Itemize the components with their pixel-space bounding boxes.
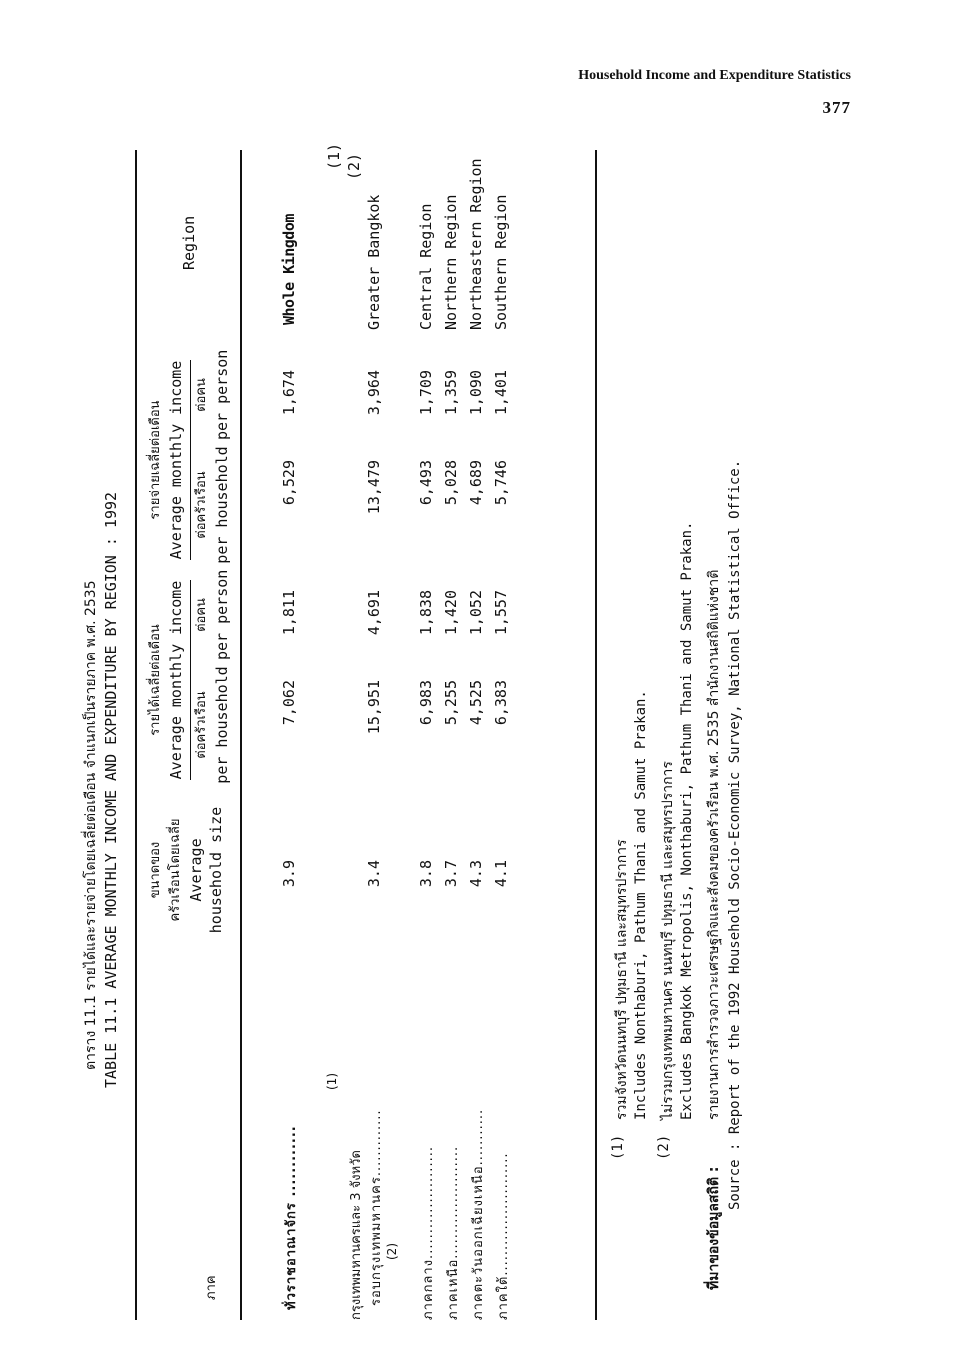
header-expenditure-per-household: ต่อครัวเรือน per household [194,446,231,564]
table-row-sublabel-thai: รอบกรุงเทพมหานคร............. [369,1109,384,1306]
row-size: 3.7 [442,860,460,888]
table-row-label-english: Whole Kingdom [280,214,298,325]
row-expenditure-household: 4,689 [467,460,485,506]
row-expenditure-person: 1,090 [467,370,485,416]
source-english: Source : Report of the 1992 Household Socio-Economic Survey, National Statistical Office. [727,459,743,1210]
footnote-marker: (2) [656,1134,672,1160]
table-title-thai: ตาราง 11.1 รายได้และรายจ่ายโดยเฉลี่ยต่อเดือน จำแนกเป็นรายภาค พ.ศ. 2535 [83,580,99,1070]
rotated-table [80,142,780,1320]
row-expenditure-household: 5,746 [492,460,510,506]
table-row-label-thai: กรุงเทพมหานครและ 3 จังหวัด [349,1150,364,1320]
footnote-ref: (1) [325,1073,339,1090]
row-expenditure-household: 5,028 [442,460,460,506]
row-income-household: 7,062 [280,680,298,726]
header-income-per-household: ต่อครัวเรือน per household [194,666,231,784]
row-income-household: 5,255 [442,680,460,726]
row-expenditure-person: 1,674 [280,370,298,416]
row-size: 4.3 [467,860,485,888]
footnote-2-english: Excludes Bangkok Metropolis, Nonthaburi, Pathum Thani and Samut Prakan. [679,521,695,1120]
expenditure-header-rule [190,360,191,560]
row-size: 3.8 [417,860,435,888]
header-expenditure: รายจ่ายเฉลี่ยต่อเดือน Average monthly income [148,360,185,560]
footnote-marker: (1) [610,1134,626,1160]
footnote-ref: (2) [385,1243,399,1260]
row-size: 3.9 [280,860,298,888]
row-expenditure-person: 1,401 [492,370,510,416]
source-thai: รายงานการสำรวจภาวะเศรษฐกิจและสังคมของครัวเรือน พ.ศ. 2535 สำนักงานสถิติแห่งชาติ [706,569,722,1120]
row-income-household: 4,525 [467,680,485,726]
header-region-english: Region [180,215,198,270]
row-expenditure-person: 1,359 [442,370,460,416]
table-title-english: TABLE 11.1 AVERAGE MONTHLY INCOME AND EXPENDITURE BY REGION : 1992 [102,491,120,1088]
top-rule [135,150,137,1320]
table-row-label-english: Southern Region [492,194,510,330]
row-income-household: 6,983 [417,680,435,726]
header-income-per-person: ต่อคน per person [194,569,231,660]
row-expenditure-household: 6,529 [280,460,298,506]
table-row-label-english: Greater Bangkok [365,194,383,330]
footnote-1-thai: รวมจังหวัดนนทบุรี ปทุมธานี และสมุทรปราการ [614,839,630,1120]
table-row-label-thai: ภาคกลาง...................... [421,1146,436,1320]
table-row-label-thai: ทั่วราชอาณาจักร ............ [284,1125,299,1310]
income-header-rule [190,580,191,780]
header-region-thai: ภาค [204,1275,219,1300]
row-income-person: 4,691 [365,590,383,636]
header-expenditure-per-person: ต่อคน per person [194,349,231,440]
footnote-ref: (2) [345,152,363,180]
row-expenditure-person: 3,964 [365,370,383,416]
row-size: 3.4 [365,860,383,888]
table-row-label-english: Northeastern Region [467,158,485,330]
header-household-size: ขนาดของ ครัวเรือนโดยเฉลี่ย Average household size [148,806,225,934]
table-row-label-thai: ภาคใต้........................ [496,1152,511,1320]
row-expenditure-person: 1,709 [417,370,435,416]
row-income-person: 1,838 [417,590,435,636]
row-size: 4.1 [492,860,510,888]
footnote-ref: (1) [325,142,343,170]
header-rule [240,150,242,1320]
row-income-person: 1,420 [442,590,460,636]
header-income: รายได้เฉลี่ยต่อเดือน Average monthly income [148,580,185,780]
table-row-label-english: Northern Region [442,194,460,330]
table-row-label-thai: ภาคเหนือ...................... [446,1145,461,1320]
row-expenditure-household: 13,479 [365,460,383,515]
page-number: 377 [822,98,851,117]
table-row-label-english: Central Region [417,203,435,330]
running-title: Household Income and Expenditure Statistics [578,68,851,83]
row-expenditure-household: 6,493 [417,460,435,506]
row-income-household: 6,383 [492,680,510,726]
row-income-person: 1,811 [280,590,298,636]
row-income-person: 1,052 [467,590,485,636]
source-thai-label: ที่มาของข้อมูลสถิติ : [706,1166,722,1290]
row-income-household: 15,951 [365,680,383,735]
table-row-label-thai: ภาคตะวันออกเฉียงเหนือ........... [471,1108,486,1320]
footnote-2-thai: ไม่รวมกรุงเทพมหานคร นนทบุรี ปทุมธานี และสมุทรปราการ [660,761,676,1120]
bottom-rule [595,150,597,1320]
footnote-1-english: Includes Nonthaburi, Pathum Thani and Samut Prakan. [633,690,649,1120]
row-income-person: 1,557 [492,590,510,636]
